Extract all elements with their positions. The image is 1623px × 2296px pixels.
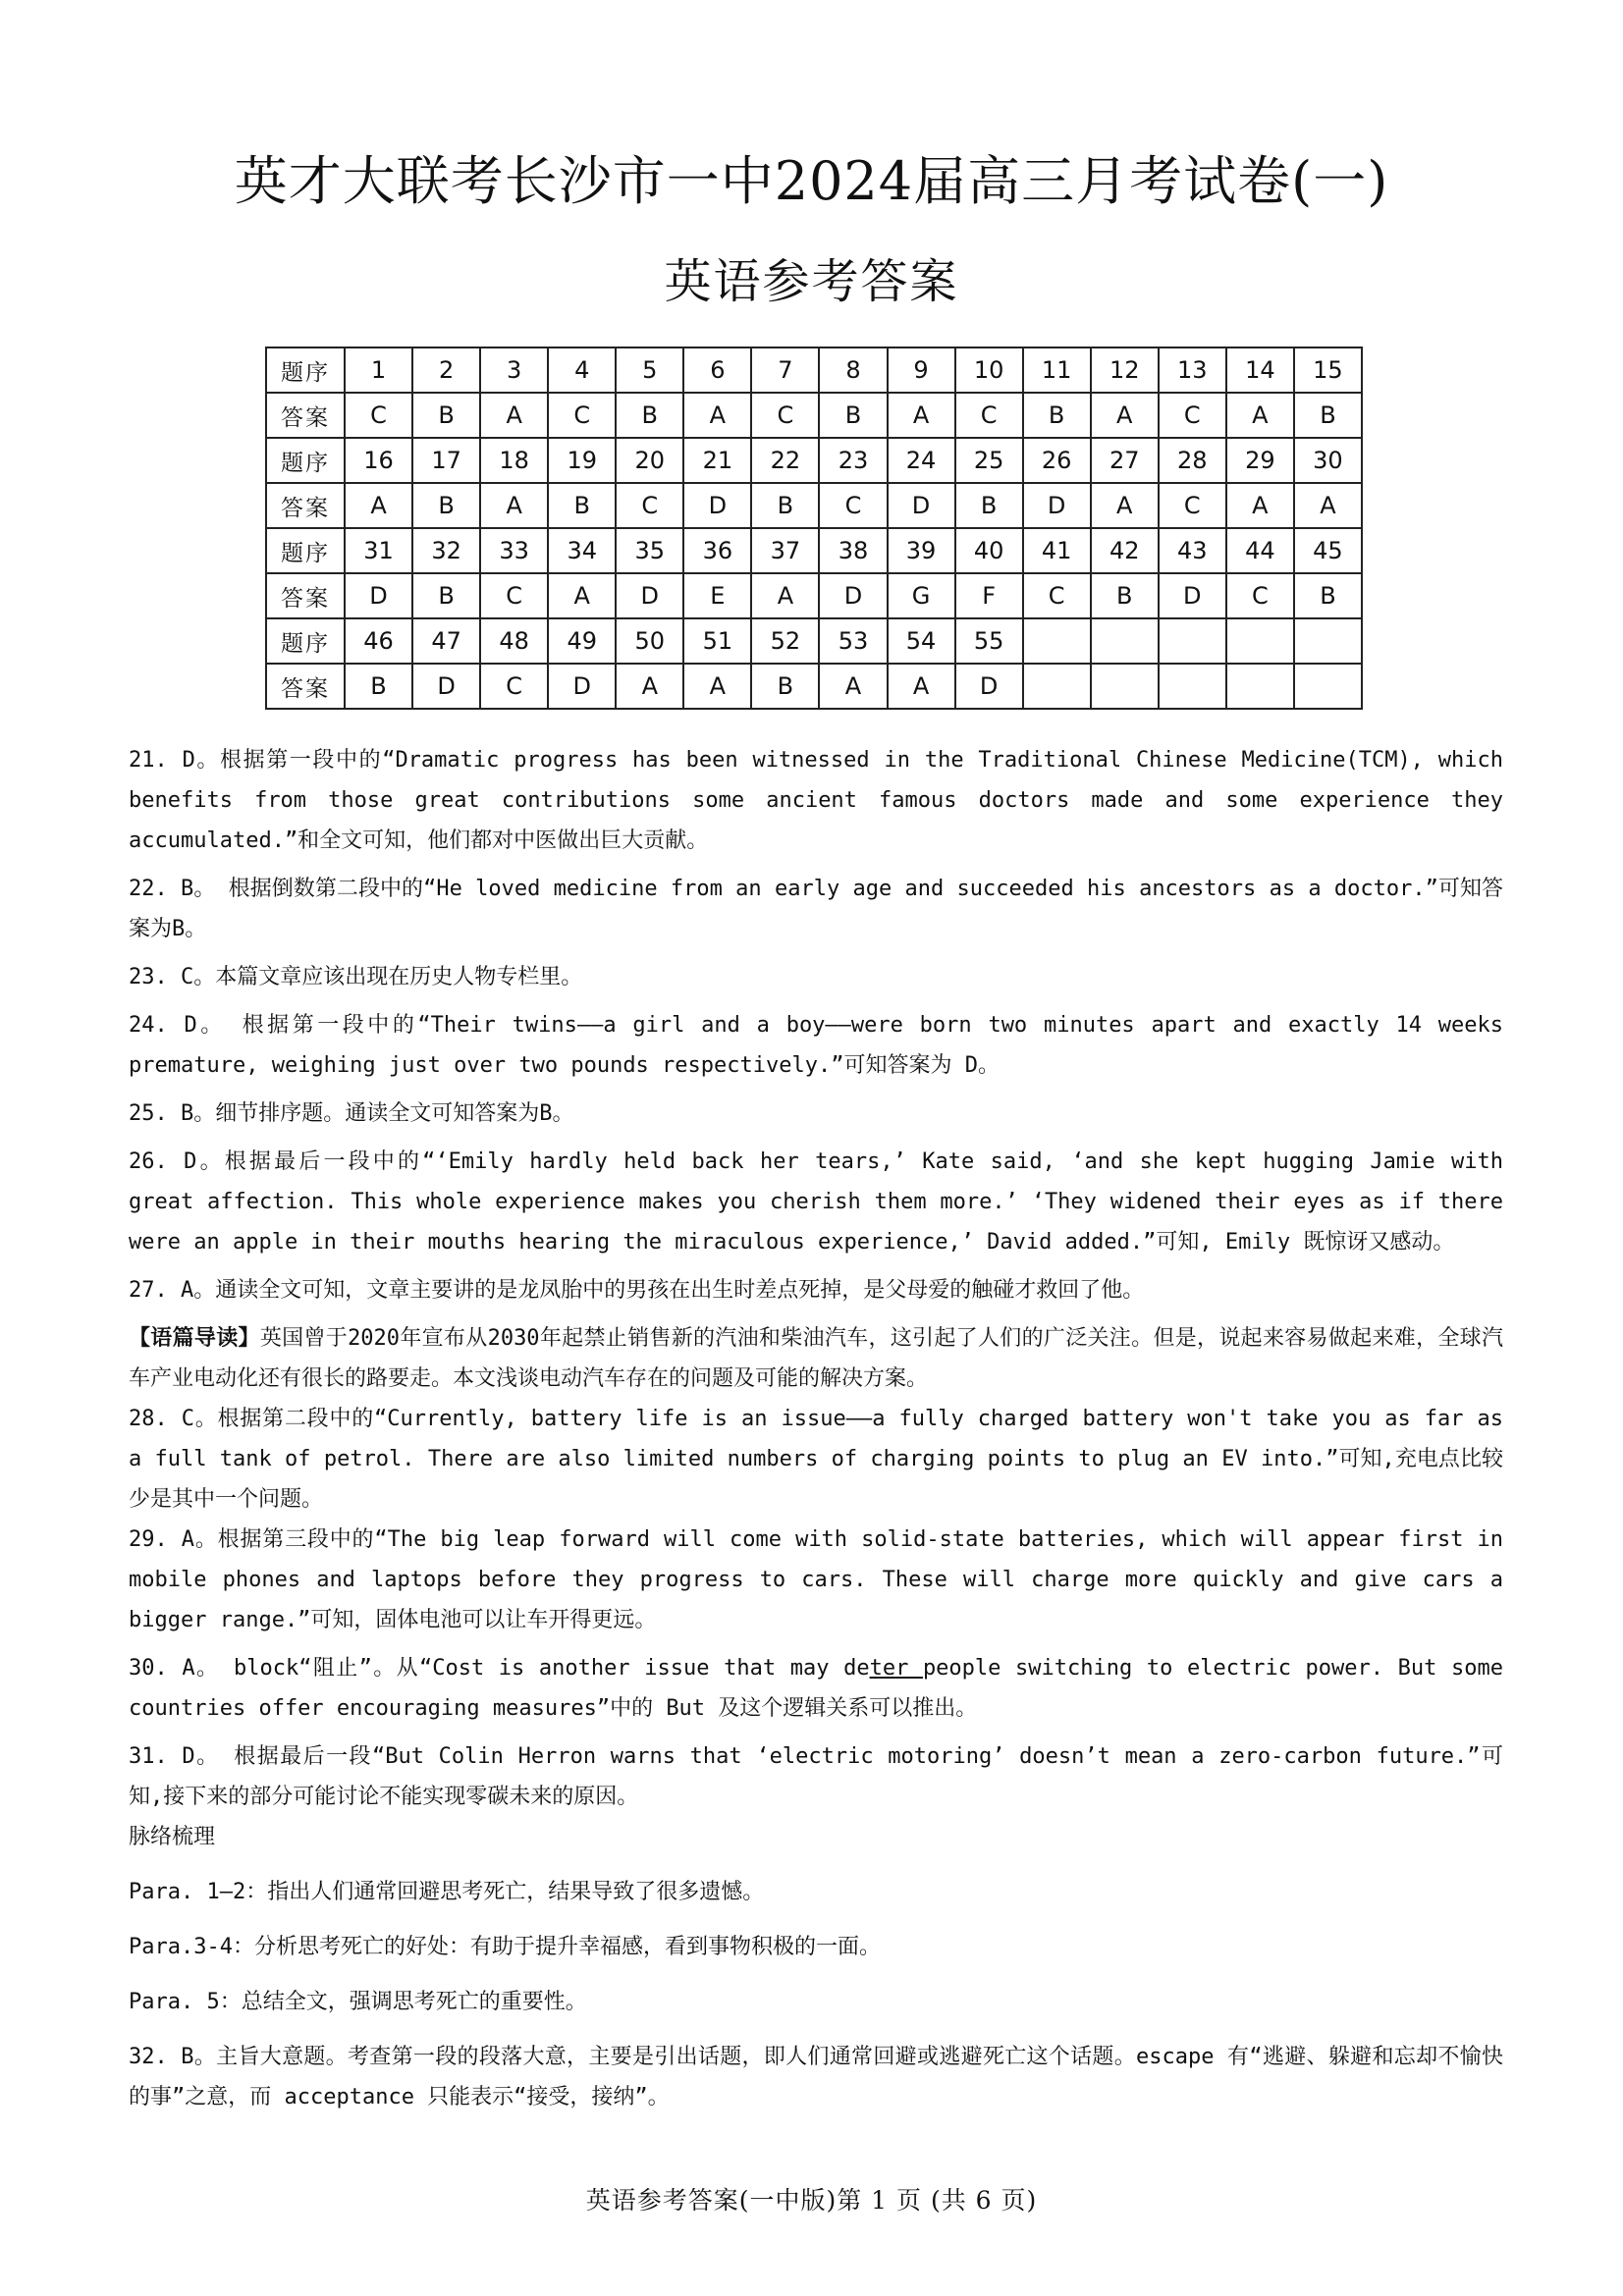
answer-table-cell: 4 (548, 347, 616, 393)
answer-table-cell: 12 (1091, 347, 1159, 393)
answer-table-cell: 36 (683, 528, 751, 573)
answer-table-cell: 48 (480, 618, 548, 664)
answer-table-cell: C (345, 393, 412, 438)
answer-table-cell: 6 (683, 347, 751, 393)
answer-table-cell: C (819, 483, 887, 528)
answer-table-cell: B (412, 573, 480, 618)
answer-table-cell: C (955, 393, 1023, 438)
answer-table-cell: D (1159, 573, 1226, 618)
answer-table-cell: D (345, 573, 412, 618)
answer-table-cell: 27 (1091, 438, 1159, 483)
answer-table-cell: 38 (819, 528, 887, 573)
explanation-q32: 32. B。主旨大意题。考查第一段的段落大意，主要是引出话题，即人们通常回避或逃避死亡这个话题。escape 有“逃避、躲避和忘却不愉快的事”之意，而 acceptance 只能表示“接受，接纳”。 (129, 2045, 1503, 2109)
answer-table-cell: 3 (480, 347, 548, 393)
answer-table-cell: C (1159, 393, 1226, 438)
answer-table-row (266, 664, 1362, 709)
answer-table-row (266, 438, 1362, 483)
answer-table-cell (1091, 618, 1159, 664)
answer-table-cell: 21 (683, 438, 751, 483)
answer-table-cell: 25 (955, 438, 1023, 483)
answer-table-cell: 33 (480, 528, 548, 573)
answer-table-cell: A (751, 573, 819, 618)
answer-table-cell: 49 (548, 618, 616, 664)
answer-table-cell: 53 (819, 618, 887, 664)
answer-table-cell: 44 (1226, 528, 1294, 573)
answer-table-cell: B (412, 393, 480, 438)
answer-table-cell: A (1226, 483, 1294, 528)
answer-table-cell: 30 (1294, 438, 1362, 483)
answer-table-row-label: 答案 (266, 664, 345, 709)
explanation-q30-underlined: ter (869, 1656, 923, 1681)
answer-table-cell: 51 (683, 618, 751, 664)
passage-guide-text: 英国曾于2020年宣布从2030年起禁止销售新的汽油和柴油汽车，这引起了人们的广泛关注。但是，说起来容易做起来难，全球汽车产业电动化还有很长的路要走。本文浅谈电动汽车存在的问题及可能的解决方案。 (129, 1326, 1503, 1391)
answer-table-cell: A (1091, 393, 1159, 438)
explanation-q31: 31. D。 根据最后一段“But Colin Herron warns that ‘electric motoring’ doesn’t mean a zero-carbon future.”可知,接下来的部分可能讨论不能实现零碳未来的原因。 (129, 1744, 1503, 1809)
explanation-q25: 25. B。细节排序题。通读全文可知答案为B。 (129, 1101, 574, 1126)
answer-table-cell: 18 (480, 438, 548, 483)
answer-table-cell: D (548, 664, 616, 709)
answer-table-cell: C (751, 393, 819, 438)
answer-table-row (266, 528, 1362, 573)
explanation-q23: 23. C。本篇文章应该出现在历史人物专栏里。 (129, 965, 583, 989)
answer-table-cell: 26 (1023, 438, 1091, 483)
outline-para-3: Para. 5：总结全文，强调思考死亡的重要性。 (129, 1990, 587, 2014)
answer-table-cell: 50 (616, 618, 683, 664)
answer-table-cell: D (955, 664, 1023, 709)
answer-table-cell: G (888, 573, 955, 618)
outline-para-1: Para. 1—2：指出人们通常回避思考死亡，结果导致了很多遗憾。 (129, 1880, 765, 1904)
answer-table-cell: 35 (616, 528, 683, 573)
answer-table-cell: 39 (888, 528, 955, 573)
answer-table-cell: A (683, 393, 751, 438)
answer-table-cell: 32 (412, 528, 480, 573)
answer-table-cell: B (751, 664, 819, 709)
explanation-q26: 26. D。根据最后一段中的“‘Emily hardly held back her tears,’ Kate said, ‘and she kept hugging Jamie with great affection. This whole experience makes you cherish them more.’ ‘They widened their eyes as if there were an apple in their mouths hearing the miraculous experience,’ David added.”可知, Emily 既惊讶又感动。 (129, 1149, 1503, 1255)
answer-table-cell: 52 (751, 618, 819, 664)
answer-table-cell: 20 (616, 438, 683, 483)
answer-table-row-label: 题序 (266, 438, 345, 483)
answer-table-cell: D (616, 573, 683, 618)
answer-table-cell: D (888, 483, 955, 528)
explanation-q30-part1: 30. A。 block“阻止”。从“Cost is another issue that may de (129, 1656, 870, 1681)
answer-table-cell: A (345, 483, 412, 528)
answer-table-row-label: 答案 (266, 483, 345, 528)
answer-table-body (266, 347, 1362, 709)
answer-table-cell: 41 (1023, 528, 1091, 573)
answer-table-cell: 55 (955, 618, 1023, 664)
explanation-q21: 21. D。根据第一段中的“Dramatic progress has been witnessed in the Traditional Chinese Medicine(TCM), which benefits from those great contributions some ancient famous doctors made and some experience they accumulated.”和全文可知，他们都对中医做出巨大贡献。 (129, 748, 1503, 853)
answer-table-row-label: 题序 (266, 618, 345, 664)
answer-table-cell: 7 (751, 347, 819, 393)
answer-table-cell: B (548, 483, 616, 528)
answer-table-cell: 31 (345, 528, 412, 573)
outline-para-2: Para.3-4：分析思考死亡的好处：有助于提升幸福感，看到事物积极的一面。 (129, 1935, 881, 1959)
answer-table-cell (1023, 664, 1091, 709)
answer-table-cell: B (1294, 573, 1362, 618)
answer-table-cell: B (345, 664, 412, 709)
answer-table-row (266, 618, 1362, 664)
answer-table-cell (1159, 618, 1226, 664)
answer-table-row-label: 题序 (266, 347, 345, 393)
answer-table-cell: A (888, 664, 955, 709)
explanations-section (129, 740, 1503, 2125)
answer-table-cell (1294, 664, 1362, 709)
answer-table-cell: A (480, 393, 548, 438)
answer-table-cell: 1 (345, 347, 412, 393)
answer-table-cell: B (955, 483, 1023, 528)
explanation-q28: 28. C。根据第二段中的“Currently, battery life is an issue——a fully charged battery won't take you as far as a full tank of petrol. There are also limited numbers of charging points to plug an EV into.”可知,充电点比较少是其中一个问题。 (129, 1407, 1503, 1512)
answer-table-cell: 54 (888, 618, 955, 664)
answer-table-row (266, 393, 1362, 438)
answer-table-cell: A (616, 664, 683, 709)
answer-table-cell: B (1294, 393, 1362, 438)
answer-table-cell: 9 (888, 347, 955, 393)
answer-table-cell: B (751, 483, 819, 528)
answer-table-cell: 46 (345, 618, 412, 664)
answer-table-cell: B (1091, 573, 1159, 618)
answer-table-row (266, 573, 1362, 618)
answer-table-cell: 47 (412, 618, 480, 664)
explanation-q24: 24. D。 根据第一段中的“Their twins——a girl and a boy——were born two minutes apart and exactly 14 weeks premature, weighing just over two pounds respectively.”可知答案为 D。 (129, 1013, 1503, 1078)
answer-table-cell: C (480, 573, 548, 618)
answer-table-cell: 23 (819, 438, 887, 483)
answer-table-cell: A (548, 573, 616, 618)
answer-table-cell: 11 (1023, 347, 1091, 393)
answer-table-cell (1159, 664, 1226, 709)
answer-table-cell: 16 (345, 438, 412, 483)
answer-table-cell: 45 (1294, 528, 1362, 573)
answer-table-cell: 19 (548, 438, 616, 483)
answer-table-cell: A (1294, 483, 1362, 528)
passage-guide (129, 1318, 1503, 1399)
answer-table-cell: 14 (1226, 347, 1294, 393)
answer-table-cell: C (616, 483, 683, 528)
explanation-q22: 22. B。 根据倒数第二段中的“He loved medicine from an early age and succeeded his ancestors as a doctor.”可知答案为B。 (129, 877, 1503, 941)
answer-table-cell: A (888, 393, 955, 438)
answer-table-cell: 8 (819, 347, 887, 393)
answer-table-cell: 22 (751, 438, 819, 483)
answer-table-cell: D (1023, 483, 1091, 528)
answer-table (265, 347, 1363, 710)
answer-table-row (266, 483, 1362, 528)
answer-table-cell: B (819, 393, 887, 438)
answer-table-cell: 29 (1226, 438, 1294, 483)
answer-table-cell: 13 (1159, 347, 1226, 393)
answer-table-cell: A (480, 483, 548, 528)
answer-table-cell: B (1023, 393, 1091, 438)
answer-table-cell: C (548, 393, 616, 438)
page-title: 英才大联考长沙市一中2024届高三月考试卷(一) (234, 150, 1389, 212)
answer-table-cell: 2 (412, 347, 480, 393)
answer-table-cell: C (1226, 573, 1294, 618)
answer-table-cell: F (955, 573, 1023, 618)
answer-table-row (266, 347, 1362, 393)
answer-table-cell: 34 (548, 528, 616, 573)
answer-table-cell: C (1159, 483, 1226, 528)
page-footer: 英语参考答案(一中版)第 1 页 (共 6 页) (585, 2186, 1038, 2215)
answer-table-cell: 17 (412, 438, 480, 483)
answer-table-cell: D (412, 664, 480, 709)
explanation-q30-part2: people switching to electric power. But some countries offer encouraging measures”中的 But 及这个逻辑关系可以推出。 (129, 1656, 1503, 1721)
answer-table-cell: 40 (955, 528, 1023, 573)
answer-table-cell: A (1226, 393, 1294, 438)
answer-table-cell (1294, 618, 1362, 664)
answer-table-cell: A (819, 664, 887, 709)
answer-table-cell: 37 (751, 528, 819, 573)
answer-table-cell: 15 (1294, 347, 1362, 393)
answer-table-cell: C (480, 664, 548, 709)
passage-guide-label: 【语篇导读】 (129, 1326, 260, 1351)
answer-table-cell (1226, 618, 1294, 664)
answer-table-cell: 43 (1159, 528, 1226, 573)
answer-table-cell: E (683, 573, 751, 618)
answer-table-cell (1023, 618, 1091, 664)
answer-table-row-label: 答案 (266, 393, 345, 438)
answer-table-cell: A (1091, 483, 1159, 528)
answer-table-cell: 5 (616, 347, 683, 393)
answer-table-cell: B (412, 483, 480, 528)
answer-table-cell: 28 (1159, 438, 1226, 483)
answer-table-cell: D (819, 573, 887, 618)
answer-table-cell: D (683, 483, 751, 528)
answer-table-cell (1091, 664, 1159, 709)
explanation-q30 (129, 1648, 1503, 1729)
answer-table-cell: 42 (1091, 528, 1159, 573)
explanation-q27: 27. A。通读全文可知，文章主要讲的是龙凤胎中的男孩在出生时差点死掉，是父母爱的触碰才救回了他。 (129, 1278, 1145, 1303)
page-subtitle: 英语参考答案 (664, 254, 959, 309)
answer-table-row-label: 题序 (266, 528, 345, 573)
explanation-q29: 29. A。根据第三段中的“The big leap forward will come with solid-state batteries, which will appear first in mobile phones and laptops before they progress to cars. These will charge more quickly and give cars a bigger range.”可知，固体电池可以让车开得更远。 (129, 1527, 1503, 1632)
answer-table-row-label: 答案 (266, 573, 345, 618)
outline-title: 脉络梳理 (129, 1825, 216, 1849)
answer-table-cell: A (683, 664, 751, 709)
answer-table-cell: C (1023, 573, 1091, 618)
answer-table-cell: 10 (955, 347, 1023, 393)
answer-table-cell: B (616, 393, 683, 438)
answer-table-cell: 24 (888, 438, 955, 483)
answer-table-cell (1226, 664, 1294, 709)
